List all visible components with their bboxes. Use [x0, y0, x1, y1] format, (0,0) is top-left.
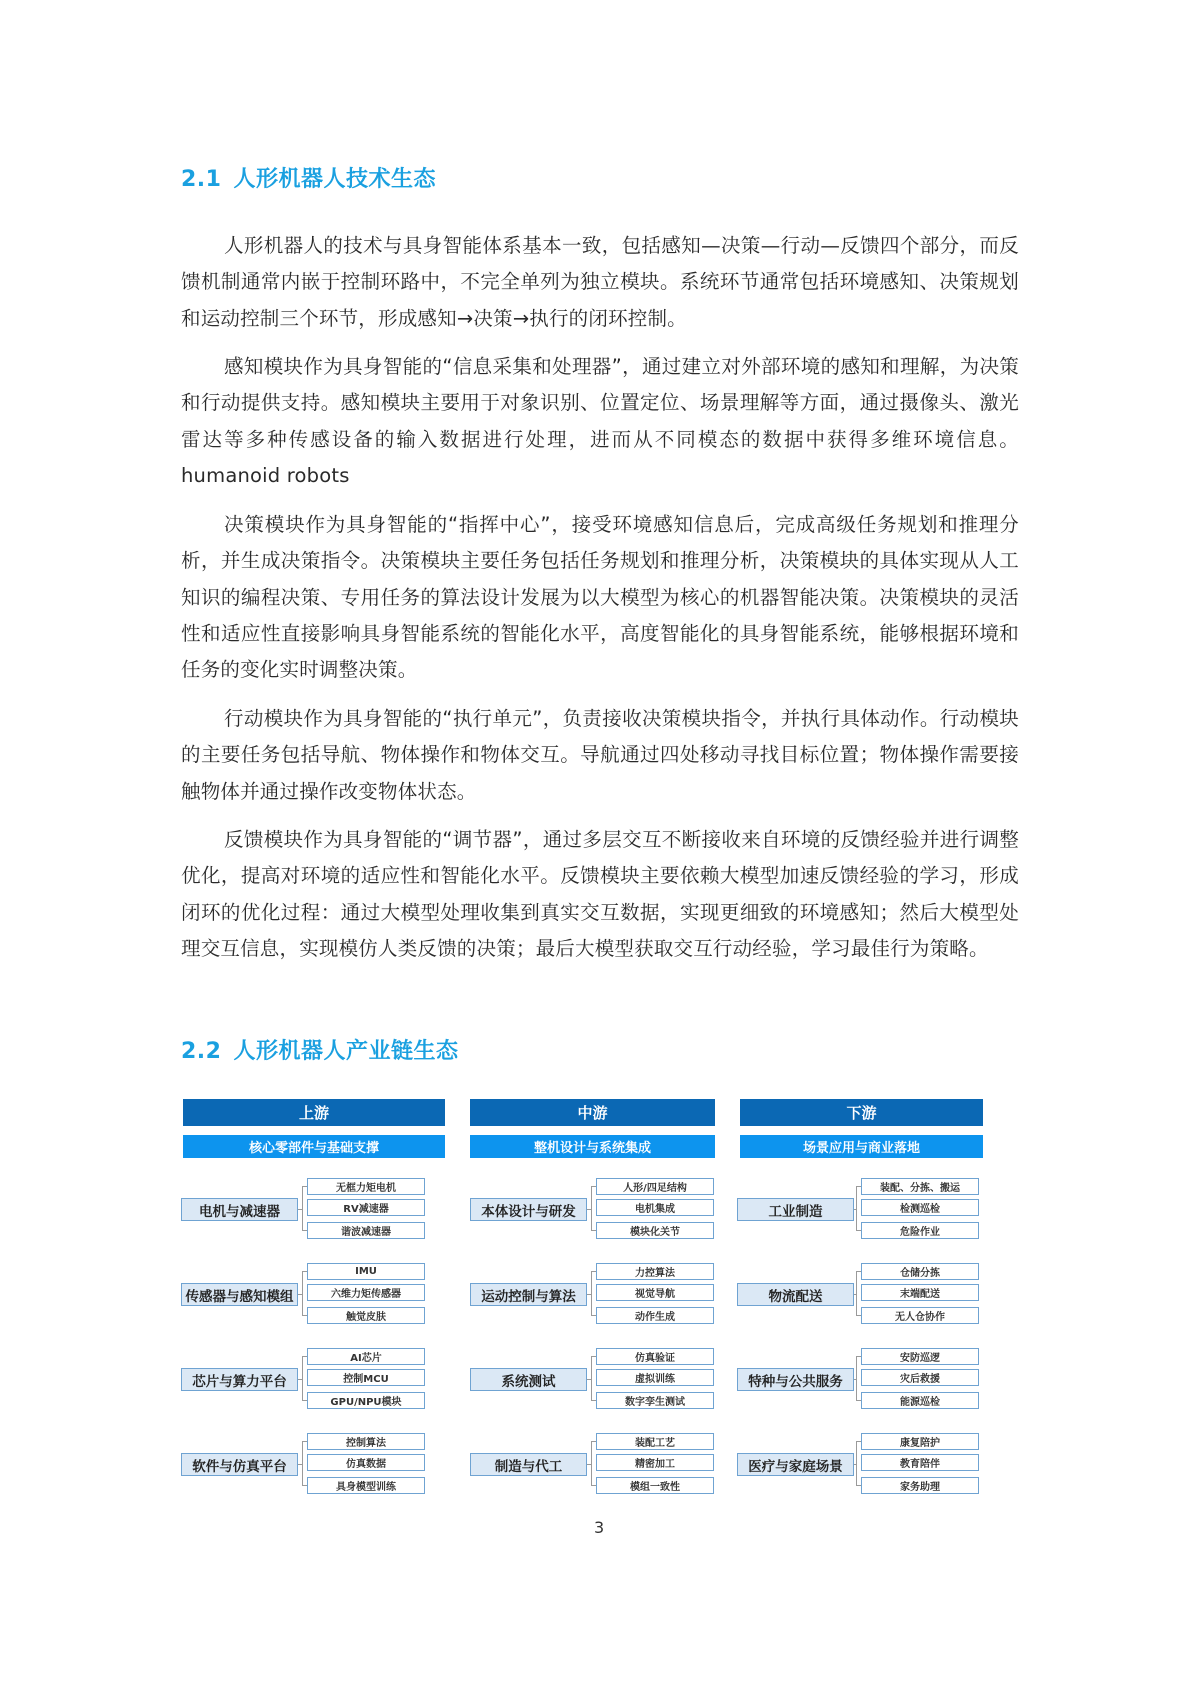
sub-item-box: 无框力矩电机 — [307, 1178, 425, 1195]
connector-line — [298, 1379, 302, 1380]
sub-item-box: RV减速器 — [307, 1199, 425, 1216]
category-box: 制造与代工 — [470, 1453, 587, 1476]
connector-line — [854, 1294, 856, 1295]
sub-item-box: 控制MCU — [307, 1369, 425, 1386]
sub-item-box: 教育陪伴 — [861, 1454, 979, 1471]
category-box: 工业制造 — [737, 1198, 854, 1221]
sub-item-box: 视觉导航 — [596, 1284, 714, 1301]
category-box: 软件与仿真平台 — [181, 1453, 298, 1476]
connector-line — [587, 1464, 591, 1465]
column-header-upstream: 上游 — [183, 1099, 445, 1126]
category-box: 芯片与算力平台 — [181, 1368, 298, 1391]
sub-item-box: 力控算法 — [596, 1263, 714, 1280]
category-box: 特种与公共服务 — [737, 1368, 854, 1391]
section-number: 2.2 — [181, 1039, 222, 1064]
paragraph-perception: 感知模块作为具身智能的“信息采集和处理器”，通过建立对外部环境的感知和理解，为决策和行动提供支持。感知模块主要用于对象识别、位置定位、场景理解等方面，通过摄像头、激光雷达等多种传感设备的输入数据进行处理，进而从不同模态的数据中获得多维环境信息。humanoid robots — [181, 355, 1019, 487]
sub-item-box: 康复陪护 — [861, 1433, 979, 1450]
sub-item-box: 六维力矩传感器 — [307, 1284, 425, 1301]
sub-item-box: 能源巡检 — [861, 1392, 979, 1409]
sub-item-box: 触觉皮肤 — [307, 1307, 425, 1324]
section-title: 人形机器人技术生态 — [233, 167, 436, 192]
column-subheader-upstream: 核心零部件与基础支撑 — [183, 1135, 445, 1158]
paragraph-feedback: 反馈模块作为具身智能的“调节器”，通过多层交互不断接收来自环境的反馈经验并进行调整优化，提高对环境的适应性和智能化水平。反馈模块主要依赖大模型加速反馈经验的学习，形成闭环的优化过程：通过大模型处理收集到真实交互数据，实现更细致的环境感知；然后大模型处理交互信息，实现模仿人类反馈的决策；最后大模型获取交互行动经验，学习最佳行为策略。 — [181, 828, 1019, 960]
sub-item-box: 无人仓协作 — [861, 1307, 979, 1324]
category-box: 医疗与家庭场景 — [737, 1453, 854, 1476]
sub-item-box: 人形/四足结构 — [596, 1178, 714, 1195]
connector-line — [587, 1209, 591, 1210]
sub-item-box: 危险作业 — [861, 1222, 979, 1239]
connector-line — [298, 1464, 302, 1465]
section-title: 人形机器人产业链生态 — [233, 1039, 459, 1064]
sub-item-box: 装配工艺 — [596, 1433, 714, 1450]
page-number: 3 — [594, 1518, 605, 1537]
sub-item-box: 模块化关节 — [596, 1222, 714, 1239]
column-header-downstream: 下游 — [740, 1099, 983, 1126]
sub-item-box: 仿真数据 — [307, 1454, 425, 1471]
sub-item-box: 装配、分拣、搬运 — [861, 1178, 979, 1195]
category-box: 物流配送 — [737, 1283, 854, 1306]
connector-line — [298, 1294, 302, 1295]
paragraph-action: 行动模块作为具身智能的“执行单元”，负责接收决策模块指令，并执行具体动作。行动模块的主要任务包括导航、物体操作和物体交互。导航通过四处移动寻找目标位置；物体操作需要接触物体并通过操作改变物体状态。 — [181, 707, 1019, 803]
sub-item-box: 家务助理 — [861, 1477, 979, 1494]
sub-item-box: 模组一致性 — [596, 1477, 714, 1494]
sub-item-box: 仿真验证 — [596, 1348, 714, 1365]
category-box: 本体设计与研发 — [470, 1198, 587, 1221]
sub-item-box: 灾后救援 — [861, 1369, 979, 1386]
category-box: 系统测试 — [470, 1368, 587, 1391]
category-box: 电机与减速器 — [181, 1198, 298, 1221]
sub-item-box: 动作生成 — [596, 1307, 714, 1324]
connector-line — [854, 1209, 856, 1210]
sub-item-box: 仓储分拣 — [861, 1263, 979, 1280]
paragraph-overview: 人形机器人的技术与具身智能体系基本一致，包括感知—决策—行动—反馈四个部分，而反馈机制通常内嵌于控制环路中，不完全单列为独立模块。系统环节通常包括环境感知、决策规划和运动控制三个环节，形成感知→决策→执行的闭环控制。 — [181, 234, 1019, 330]
sub-item-box: GPU/NPU模块 — [307, 1392, 425, 1409]
sub-item-box: IMU — [307, 1263, 425, 1280]
sub-item-box: 虚拟训练 — [596, 1369, 714, 1386]
sub-item-box: 谐波减速器 — [307, 1222, 425, 1239]
sub-item-box: 具身模型训练 — [307, 1477, 425, 1494]
connector-line — [587, 1294, 591, 1295]
column-subheader-downstream: 场景应用与商业落地 — [740, 1135, 983, 1158]
category-box: 传感器与感知模组 — [181, 1283, 298, 1306]
sub-item-box: 精密加工 — [596, 1454, 714, 1471]
sub-item-box: 检测巡检 — [861, 1199, 979, 1216]
sub-item-box: 控制算法 — [307, 1433, 425, 1450]
connector-line — [854, 1379, 856, 1380]
connector-line — [298, 1209, 302, 1210]
sub-item-box: 数字孪生测试 — [596, 1392, 714, 1409]
sub-item-box: 电机集成 — [596, 1199, 714, 1216]
category-box: 运动控制与算法 — [470, 1283, 587, 1306]
connector-line — [587, 1379, 591, 1380]
sub-item-box: 安防巡逻 — [861, 1348, 979, 1365]
column-header-midstream: 中游 — [470, 1099, 715, 1126]
sub-item-box: AI芯片 — [307, 1348, 425, 1365]
paragraph-decision: 决策模块作为具身智能的“指挥中心”，接受环境感知信息后，完成高级任务规划和推理分析，并生成决策指令。决策模块主要任务包括任务规划和推理分析，决策模块的具体实现从人工知识的编程决策、专用任务的算法设计发展为以大模型为核心的机器智能决策。决策模块的灵活性和适应性直接影响具身智能系统的智能化水平，高度智能化的具身智能系统，能够根据环境和任务的变化实时调整决策。 — [181, 513, 1019, 682]
connector-line — [854, 1464, 856, 1465]
section-number: 2.1 — [181, 167, 222, 192]
sub-item-box: 末端配送 — [861, 1284, 979, 1301]
column-subheader-midstream: 整机设计与系统集成 — [470, 1135, 715, 1158]
